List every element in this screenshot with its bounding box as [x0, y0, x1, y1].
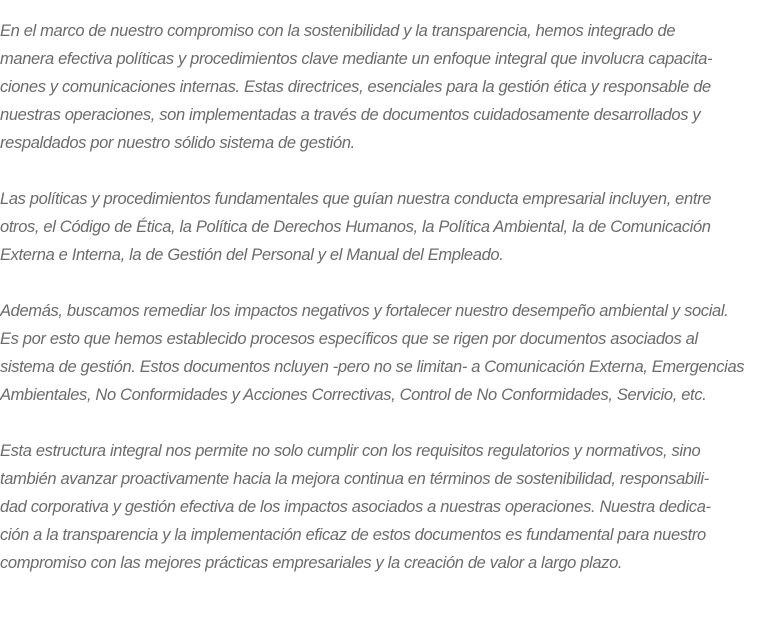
text-line: Las políticas y procedimientos fundamentales que guían nuestra conducta empresarial incluyen, entre: [0, 190, 712, 208]
text-line: Es por esto que hemos establecido procesos específicos que se rigen por documentos asociados al: [0, 330, 698, 348]
text-line: también avanzar proactivamente hacia la mejora continua en términos de sostenibilidad, responsabili-: [0, 470, 709, 488]
text-line: Esta estructura integral nos permite no solo cumplir con los requisitos regulatorios y normativos, sino: [0, 442, 701, 460]
text-line: sistema de gestión. Estos documentos ncluyen -pero no se limitan- a Comunicación Externa, Emergencias: [0, 358, 745, 376]
text-line: nuestras operaciones, son implementadas a través de documentos cuidadosamente desarrollados y: [0, 106, 701, 124]
paragraph-policies: [0, 185, 767, 269]
document-body: [0, 17, 767, 605]
text-line: manera efectiva políticas y procedimientos clave mediante un enfoque integral que involucra capacita-: [0, 50, 713, 68]
text-line: respaldados por nuestro sólido sistema de gestión.: [0, 134, 355, 152]
text-line: otros, el Código de Ética, la Política de Derechos Humanos, la Política Ambiental, la de Comunicación: [0, 218, 711, 236]
text-line: Además, buscamos remediar los impactos negativos y fortalecer nuestro desempeño ambiental y social.: [0, 302, 729, 320]
text-line: Ambientales, No Conformidades y Acciones Correctivas, Control de No Conformidades, Servicio, etc.: [0, 386, 707, 404]
text-line: ciones y comunicaciones internas. Estas directrices, esenciales para la gestión ética y responsable de: [0, 78, 711, 96]
text-line: compromiso con las mejores prácticas empresariales y la creación de valor a largo plazo.: [0, 554, 623, 572]
text-line: ción a la transparencia y la implementación eficaz de estos documentos es fundamental para nuestro: [0, 526, 706, 544]
paragraph-commitment: [0, 17, 767, 157]
paragraph-processes: [0, 297, 767, 409]
text-line: Externa e Interna, la de Gestión del Personal y el Manual del Empleado.: [0, 246, 504, 264]
text-line: En el marco de nuestro compromiso con la sostenibilidad y la transparencia, hemos integrado de: [0, 22, 676, 40]
paragraph-structure: [0, 437, 767, 577]
text-line: dad corporativa y gestión efectiva de los impactos asociados a nuestras operaciones. Nuestra dedica-: [0, 498, 711, 516]
